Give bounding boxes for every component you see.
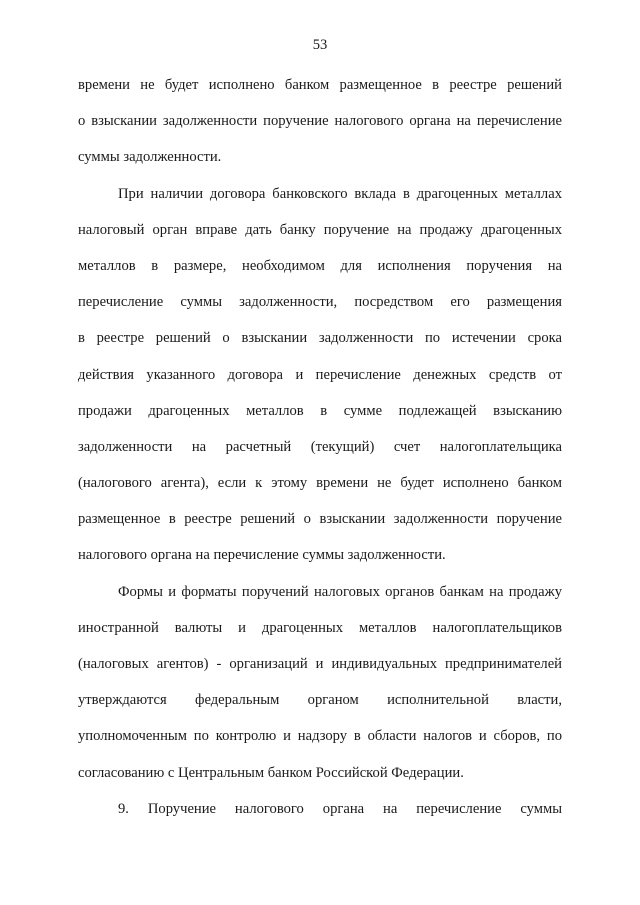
text-line: (налоговых агентов) - организаций и индивидуальных предпринимателей [78, 656, 562, 672]
text-line: 9. Поручение налогового органа на перечисление суммы [118, 800, 562, 817]
text-line: При наличии договора банковского вклада в драгоценных металлах [118, 185, 562, 202]
text-line: иностранной валюты и драгоценных металлов налогоплательщиков [78, 619, 562, 636]
text-line: налоговый орган вправе дать банку поручение на продажу драгоценных [78, 221, 562, 238]
body-text [78, 67, 562, 827]
text-line: времени не будет исполнено банком размещенное в реестре решений [78, 77, 562, 93]
text-line: утверждаются федеральным органом исполнительной власти, [78, 692, 562, 709]
text-line: (налогового агента), если к этому времени не будет исполнено банком [78, 475, 562, 492]
text-line: металлов в размере, необходимом для исполнения поручения на [78, 257, 562, 274]
text-line: действия указанного договора и перечисление денежных средств от [78, 366, 562, 383]
page-number: 53 [312, 37, 328, 53]
text-line: задолженности на расчетный (текущий) счет налогоплательщика [78, 438, 562, 455]
text-line: суммы задолженности. [78, 149, 222, 166]
text-line: размещенное в реестре решений о взыскании задолженности поручение [78, 511, 562, 528]
text-line: продажи драгоценных металлов в сумме подлежащей взысканию [78, 402, 562, 419]
text-line: Формы и форматы поручений налоговых органов банкам на продажу [118, 583, 562, 600]
text-line: о взыскании задолженности поручение налогового органа на перечисление [78, 113, 562, 130]
text-line: налогового органа на перечисление суммы задолженности. [78, 547, 446, 564]
text-line: согласованию с Центральным банком Российской Федерации. [78, 764, 464, 781]
text-line: уполномоченным по контролю и надзору в области налогов и сборов, по [78, 728, 562, 745]
text-line: перечисление суммы задолженности, посредством его размещения [78, 294, 562, 311]
text-line: в реестре решений о взыскании задолженности по истечении срока [78, 330, 562, 347]
